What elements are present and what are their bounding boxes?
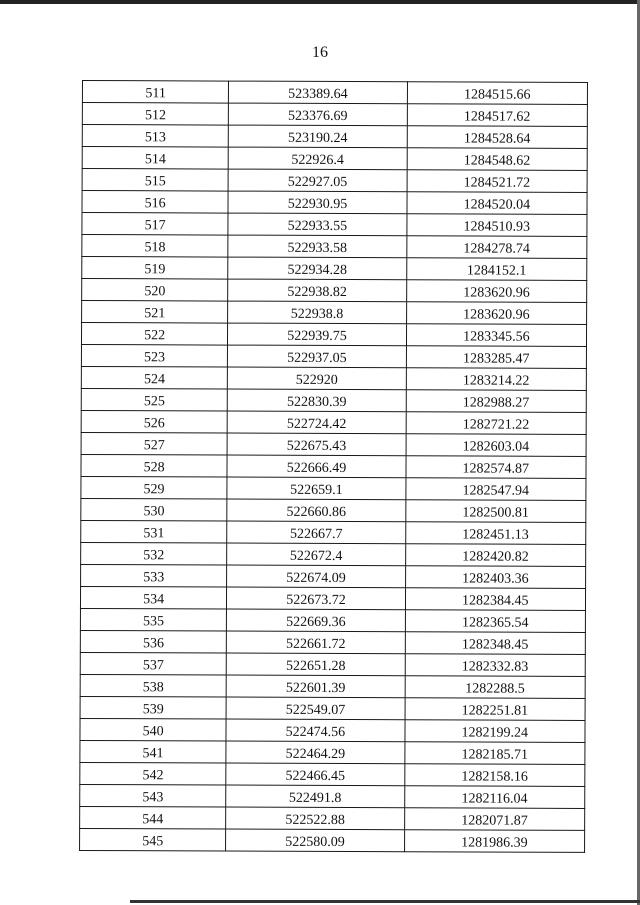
table-row bbox=[81, 323, 586, 347]
y-coordinate-cell: 1282420.82 bbox=[405, 544, 585, 567]
y-coordinate-cell: 1282603.04 bbox=[406, 434, 586, 457]
table-row bbox=[81, 344, 586, 368]
table-row bbox=[80, 652, 585, 676]
table-row bbox=[80, 762, 585, 786]
x-coordinate-cell: 522933.55 bbox=[228, 213, 406, 236]
table-row bbox=[82, 213, 587, 237]
point-number-cell: 536 bbox=[80, 630, 226, 653]
x-coordinate-cell: 522930.95 bbox=[228, 191, 406, 214]
y-coordinate-cell: 1282384.45 bbox=[405, 588, 585, 611]
x-coordinate-cell: 522549.07 bbox=[226, 697, 404, 720]
x-coordinate-cell: 522937.05 bbox=[228, 345, 406, 368]
x-coordinate-cell: 522830.39 bbox=[228, 389, 406, 412]
point-number-cell: 512 bbox=[82, 103, 228, 126]
x-coordinate-cell: 523190.24 bbox=[229, 125, 407, 148]
x-coordinate-cell: 522920 bbox=[228, 367, 406, 390]
point-number-cell: 542 bbox=[80, 762, 226, 785]
y-coordinate-cell: 1284510.93 bbox=[407, 214, 587, 237]
point-number-cell: 540 bbox=[80, 718, 226, 741]
table-row bbox=[82, 125, 587, 149]
y-coordinate-cell: 1283620.96 bbox=[406, 302, 586, 325]
point-number-cell: 516 bbox=[82, 191, 228, 214]
x-coordinate-cell: 522601.39 bbox=[226, 675, 404, 698]
table-row bbox=[81, 454, 586, 478]
x-coordinate-cell: 522939.75 bbox=[228, 323, 406, 346]
y-coordinate-cell: 1282988.27 bbox=[406, 390, 586, 413]
point-number-cell: 530 bbox=[81, 498, 227, 521]
x-coordinate-cell: 522669.36 bbox=[227, 609, 405, 632]
y-coordinate-cell: 1282403.36 bbox=[405, 566, 585, 589]
point-number-cell: 513 bbox=[82, 125, 228, 148]
table-row bbox=[80, 806, 585, 830]
table-row bbox=[81, 476, 586, 500]
y-coordinate-cell: 1282332.83 bbox=[405, 654, 585, 677]
x-coordinate-cell: 522938.8 bbox=[228, 301, 406, 324]
y-coordinate-cell: 1283345.56 bbox=[406, 324, 586, 347]
table-row bbox=[81, 520, 586, 544]
table-row bbox=[80, 586, 585, 610]
x-coordinate-cell: 522926.4 bbox=[228, 147, 406, 170]
y-coordinate-cell: 1283285.47 bbox=[406, 346, 586, 369]
x-coordinate-cell: 522672.4 bbox=[227, 543, 405, 566]
point-number-cell: 539 bbox=[80, 696, 226, 719]
point-number-cell: 543 bbox=[80, 784, 226, 807]
point-number-cell: 517 bbox=[82, 213, 228, 236]
table-row bbox=[82, 103, 587, 127]
point-number-cell: 535 bbox=[80, 608, 226, 631]
y-coordinate-cell: 1283214.22 bbox=[406, 368, 586, 391]
y-coordinate-cell: 1282251.81 bbox=[405, 698, 585, 721]
point-number-cell: 534 bbox=[80, 586, 226, 609]
y-coordinate-cell: 1284520.04 bbox=[407, 192, 587, 215]
x-coordinate-cell: 522673.72 bbox=[227, 587, 405, 610]
x-coordinate-cell: 522933.58 bbox=[228, 235, 406, 258]
y-coordinate-cell: 1284278.74 bbox=[406, 236, 586, 259]
x-coordinate-cell: 522674.09 bbox=[227, 565, 405, 588]
point-number-cell: 533 bbox=[81, 564, 227, 587]
y-coordinate-cell: 1284517.62 bbox=[407, 104, 587, 127]
x-coordinate-cell: 522666.49 bbox=[227, 455, 405, 478]
x-coordinate-cell: 522938.82 bbox=[228, 279, 406, 302]
table-row bbox=[81, 564, 586, 588]
table-row bbox=[80, 740, 585, 764]
scan-border-bottom bbox=[130, 900, 640, 903]
point-number-cell: 527 bbox=[81, 432, 227, 455]
x-coordinate-cell: 522651.28 bbox=[227, 653, 405, 676]
point-number-cell: 514 bbox=[82, 147, 228, 170]
x-coordinate-cell: 522927.05 bbox=[228, 169, 406, 192]
point-number-cell: 532 bbox=[81, 542, 227, 565]
y-coordinate-cell: 1284521.72 bbox=[407, 170, 587, 193]
table-row bbox=[82, 279, 587, 303]
table-row bbox=[80, 784, 585, 808]
table-row bbox=[82, 147, 587, 171]
point-number-cell: 523 bbox=[81, 344, 227, 367]
y-coordinate-cell: 1282185.71 bbox=[405, 742, 585, 765]
x-coordinate-cell: 522659.1 bbox=[227, 477, 405, 500]
x-coordinate-cell: 522464.29 bbox=[226, 741, 404, 764]
point-number-cell: 537 bbox=[80, 652, 226, 675]
point-number-cell: 531 bbox=[81, 520, 227, 543]
point-number-cell: 538 bbox=[80, 674, 226, 697]
y-coordinate-cell: 1282365.54 bbox=[405, 610, 585, 633]
y-coordinate-cell: 1283620.96 bbox=[406, 280, 586, 303]
point-number-cell: 511 bbox=[82, 81, 228, 104]
point-number-cell: 519 bbox=[82, 257, 228, 280]
table-row bbox=[80, 630, 585, 654]
x-coordinate-cell: 522675.43 bbox=[227, 433, 405, 456]
y-coordinate-cell: 1282199.24 bbox=[405, 720, 585, 743]
point-number-cell: 515 bbox=[82, 169, 228, 192]
table-row bbox=[82, 257, 587, 281]
table-row bbox=[80, 696, 585, 720]
point-number-cell: 520 bbox=[82, 279, 228, 302]
y-coordinate-cell: 1284152.1 bbox=[406, 258, 586, 281]
point-number-cell: 524 bbox=[81, 366, 227, 389]
y-coordinate-cell: 1281986.39 bbox=[404, 830, 584, 853]
y-coordinate-cell: 1284515.66 bbox=[407, 82, 587, 105]
x-coordinate-cell: 522474.56 bbox=[226, 719, 404, 742]
point-number-cell: 545 bbox=[80, 828, 226, 851]
x-coordinate-cell: 522491.8 bbox=[226, 785, 404, 808]
table-row bbox=[81, 366, 586, 390]
y-coordinate-cell: 1282116.04 bbox=[404, 786, 584, 809]
x-coordinate-cell: 522934.28 bbox=[228, 257, 406, 280]
y-coordinate-cell: 1284548.62 bbox=[407, 148, 587, 171]
x-coordinate-cell: 522661.72 bbox=[227, 631, 405, 654]
x-coordinate-cell: 522660.86 bbox=[227, 499, 405, 522]
table-row bbox=[80, 718, 585, 742]
y-coordinate-cell: 1282348.45 bbox=[405, 632, 585, 655]
table-row bbox=[80, 608, 585, 632]
y-coordinate-cell: 1282071.87 bbox=[404, 808, 584, 831]
table-body bbox=[80, 81, 588, 853]
page-number: 16 bbox=[312, 44, 328, 61]
table-row bbox=[82, 81, 587, 105]
x-coordinate-cell: 522667.7 bbox=[227, 521, 405, 544]
table-row bbox=[82, 191, 587, 215]
x-coordinate-cell: 522522.88 bbox=[226, 807, 404, 830]
y-coordinate-cell: 1284528.64 bbox=[407, 126, 587, 149]
x-coordinate-cell: 523389.64 bbox=[229, 81, 407, 104]
table-row bbox=[81, 388, 586, 412]
point-number-cell: 544 bbox=[80, 806, 226, 829]
x-coordinate-cell: 522466.45 bbox=[226, 763, 404, 786]
table-row bbox=[82, 235, 587, 259]
point-number-cell: 525 bbox=[81, 388, 227, 411]
x-coordinate-cell: 523376.69 bbox=[229, 103, 407, 126]
y-coordinate-cell: 1282574.87 bbox=[406, 456, 586, 479]
table-row bbox=[81, 410, 586, 434]
y-coordinate-cell: 1282721.22 bbox=[406, 412, 586, 435]
table-row bbox=[82, 301, 587, 325]
table-row bbox=[81, 542, 586, 566]
x-coordinate-cell: 522580.09 bbox=[226, 829, 404, 852]
y-coordinate-cell: 1282158.16 bbox=[404, 764, 584, 787]
point-number-cell: 522 bbox=[81, 323, 227, 346]
table-row bbox=[82, 169, 587, 193]
point-number-cell: 526 bbox=[81, 410, 227, 433]
y-coordinate-cell: 1282547.94 bbox=[406, 478, 586, 501]
point-number-cell: 528 bbox=[81, 454, 227, 477]
table-row bbox=[81, 498, 586, 522]
x-coordinate-cell: 522724.42 bbox=[227, 411, 405, 434]
y-coordinate-cell: 1282500.81 bbox=[405, 500, 585, 523]
table-row bbox=[80, 674, 585, 698]
y-coordinate-cell: 1282288.5 bbox=[405, 676, 585, 699]
coordinates-table bbox=[79, 80, 588, 853]
point-number-cell: 518 bbox=[82, 235, 228, 258]
table-row bbox=[81, 432, 586, 456]
scan-border-top bbox=[0, 0, 640, 4]
point-number-cell: 529 bbox=[81, 476, 227, 499]
point-number-cell: 521 bbox=[82, 301, 228, 324]
table-row bbox=[80, 828, 585, 852]
y-coordinate-cell: 1282451.13 bbox=[405, 522, 585, 545]
point-number-cell: 541 bbox=[80, 740, 226, 763]
